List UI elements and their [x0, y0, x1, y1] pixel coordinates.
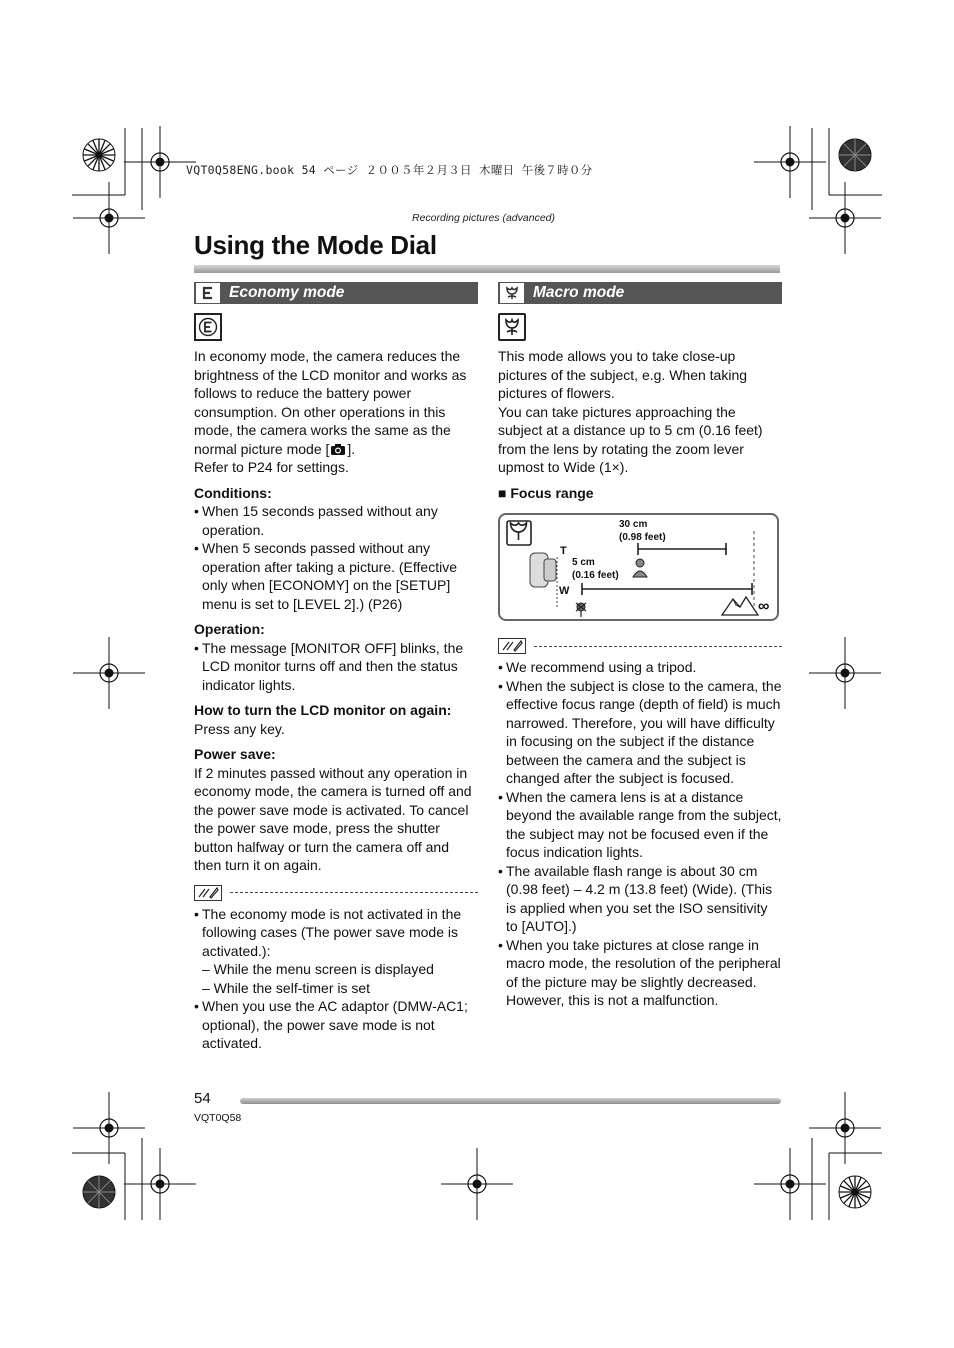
economy-mode-icon	[196, 283, 220, 303]
economy-column	[194, 282, 478, 1053]
list-item: • The economy mode is not activated in the following cases (The power save mode is activated.): – While the menu screen is displayed – While the self-timer is set	[194, 905, 478, 998]
macro-heading	[498, 282, 782, 304]
power-save-text: If 2 minutes passed without any operation in economy mode, the camera is turned off and the power save mode is activated. To cancel the power save mode, press the shutter button halfway or turn the camera off and then turn it on again.	[194, 764, 472, 873]
macro-intro-2: You can take pictures approaching the subject at a distance up to 5 cm (0.16 feet) from the lens by rotating the zoom lever upmost to Wide (1×).	[498, 403, 763, 475]
list-item: • When you use the AC adaptor (DMW-AC1; optional), the power save mode is not activated.	[194, 997, 478, 1053]
focus-range-diagram	[498, 513, 779, 621]
camera-icon	[330, 443, 346, 455]
infinity-symbol: ∞	[758, 598, 770, 615]
wide-label: W	[559, 585, 570, 597]
page-number: 54	[194, 1090, 211, 1107]
macro-mode-icon	[500, 283, 524, 303]
footer-rule	[240, 1098, 781, 1104]
list-item: • When the camera lens is at a distance beyond the available range from the subject, the subject may not be focused even if the focus indication lights.	[498, 788, 782, 862]
economy-notes	[194, 905, 478, 1053]
economy-refer: Refer to P24 for settings.	[194, 459, 349, 475]
title-rule	[194, 265, 780, 273]
conditions-list	[194, 502, 478, 613]
section-header: Recording pictures (advanced)	[412, 212, 555, 224]
macro-heading-label: Macro mode	[533, 283, 625, 301]
list-item: • The message [MONITOR OFF] blinks, the LCD monitor turns off and then the status indicator lights.	[194, 639, 478, 695]
list-item: • We recommend using a tripod.	[498, 658, 782, 677]
book-info-line: VQT0Q58ENG.book 54 ページ ２００５年２月３日 木曜日 午後７時０分	[186, 163, 593, 177]
model-code: VQT0Q58	[194, 1112, 242, 1124]
turn-on-text: Press any key.	[194, 720, 285, 737]
page-title: Using the Mode Dial	[194, 230, 437, 260]
note-subitem: – While the menu screen is displayed	[202, 961, 434, 977]
tele-label: T	[560, 545, 567, 557]
conditions-label: Conditions:	[194, 484, 272, 501]
note-divider	[194, 885, 478, 901]
note-pencil-icon	[498, 638, 526, 654]
operation-list	[194, 639, 478, 695]
macro-column	[498, 282, 782, 1010]
list-item: • When 15 seconds passed without any operation.	[194, 502, 478, 539]
note-divider	[498, 638, 782, 654]
tele-distance-feet: (0.98 feet)	[619, 532, 666, 543]
list-item: • The available flash range is about 30 cm (0.98 feet) – 4.2 m (13.8 feet) (Wide). (This is applied when you set the ISO sensitivity to [AUTO].)	[498, 862, 782, 936]
wide-distance: 5 cm	[572, 557, 595, 568]
power-save-label: Power save:	[194, 746, 276, 762]
economy-heading-label: Economy mode	[229, 283, 345, 301]
operation-label: Operation:	[194, 621, 265, 637]
wide-distance-feet: (0.16 feet)	[572, 570, 619, 581]
economy-intro: In economy mode, the camera reduces the brightness of the LCD monitor and works as follows to reduce the battery power consumption. On other operations in this mode, the camera works the same as the normal picture mode [ ].	[194, 348, 467, 457]
list-item: • When the subject is close to the camera, the effective focus range (depth of field) is much narrowed. Therefore, you will have difficulty in focusing on the subject if the distance between the camera and the subject is changed after the subject is focused.	[498, 677, 782, 788]
macro-notes	[498, 658, 782, 1010]
economy-dial-icon	[194, 313, 222, 341]
macro-intro: This mode allows you to take close-up pictures of the subject, e.g. When taking pictures of flowers.	[498, 348, 748, 401]
note-subitem: – While the self-timer is set	[202, 979, 371, 996]
tele-distance: 30 cm	[619, 519, 648, 530]
list-item: • When you take pictures at close range in macro mode, the resolution of the peripheral of the picture may be slightly decreased. However, this is not a malfunction.	[498, 936, 782, 1010]
focus-range-label: ■ Focus range	[498, 484, 594, 501]
turn-on-label: How to turn the LCD monitor on again:	[194, 702, 452, 718]
list-item: • When 5 seconds passed without any operation after taking a picture. (Effective only when [ECONOMY] on the [SETUP] menu is set to [LEVEL 2].) (P26)	[194, 539, 478, 613]
economy-heading	[194, 282, 478, 304]
macro-dial-icon	[498, 313, 526, 341]
note-pencil-icon	[194, 885, 222, 901]
